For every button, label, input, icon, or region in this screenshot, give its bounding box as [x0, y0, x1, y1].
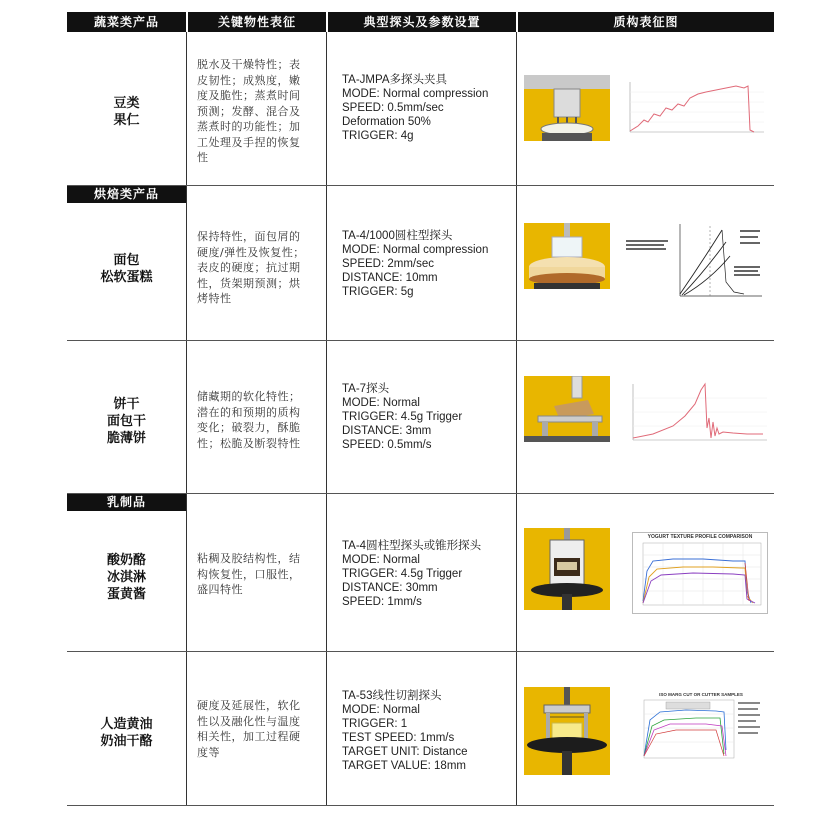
- chart-beans: [620, 76, 768, 140]
- property-line: 储藏期的软化特性；: [197, 390, 301, 403]
- product-line: 脆薄饼: [106, 431, 146, 446]
- chart-butter: [636, 690, 766, 764]
- product-line: 豆类: [113, 96, 140, 111]
- product-line: 面包干: [106, 414, 146, 429]
- param-line: MODE: Normal: [342, 704, 420, 716]
- property-line: 蒸煮时的功能性；加: [197, 120, 301, 133]
- param-line: SPEED: 0.5mm/sec: [342, 102, 444, 114]
- header-col-product: 蔬菜类产品: [67, 12, 186, 32]
- param-line: DISTANCE: 10mm: [342, 272, 438, 284]
- param-line: Deformation 50%: [342, 116, 431, 128]
- param-block: [342, 539, 512, 609]
- param-block: [342, 73, 512, 143]
- chart-yogurt-plot: [633, 541, 767, 613]
- chart-cake: [622, 222, 764, 302]
- property-line: 皮韧性；成熟度，嫩: [197, 73, 301, 87]
- chart-biscuit: [623, 378, 771, 446]
- product-name: [67, 95, 186, 129]
- param-block: [342, 229, 512, 299]
- param-line: SPEED: 1mm/s: [342, 596, 422, 608]
- product-line: 面包: [113, 253, 140, 268]
- chart-yogurt-title: YOGURT TEXTURE PROFILE COMPARISON: [647, 534, 753, 540]
- param-line: TRIGGER: 4.5g Trigger: [342, 411, 463, 423]
- column-divider: [326, 32, 327, 805]
- property-line: 硬度及延展性，软化: [197, 699, 301, 712]
- product-name: [67, 716, 186, 750]
- category-dairy: 乳制品: [67, 494, 186, 511]
- property-line: 工处理及手捏的恢复: [197, 135, 301, 149]
- property-text: [197, 389, 321, 451]
- probe-photo-biscuit: [524, 376, 610, 442]
- probe-photo-beans: [524, 75, 610, 141]
- row-divider: [67, 805, 774, 806]
- param-line: SPEED: 0.5mm/s: [342, 439, 432, 451]
- property-line: 硬度/弹性及恢复性；: [197, 245, 305, 259]
- param-line: TRIGGER: 4g: [342, 130, 414, 142]
- param-line: TRIGGER: 5g: [342, 286, 414, 298]
- probe-photo-cake: [524, 223, 610, 289]
- product-line: 蛋黄酱: [106, 587, 146, 602]
- header-col-params: 典型探头及参数设置: [328, 12, 516, 32]
- probe-photo-yogurt: [524, 528, 610, 610]
- property-text: [197, 551, 321, 598]
- property-line: 表皮的硬度；抗过期: [197, 261, 301, 274]
- product-line: 冰淇淋: [106, 570, 146, 585]
- column-divider: [186, 32, 187, 805]
- product-line: 人造黄油: [100, 717, 153, 732]
- column-divider: [516, 32, 517, 805]
- property-line: 烤特性: [197, 292, 232, 305]
- param-line: TARGET UNIT: Distance: [342, 746, 468, 758]
- property-line: 度等: [197, 745, 220, 759]
- property-line: 变化；破裂力，酥脆: [197, 421, 301, 434]
- param-line: DISTANCE: 3mm: [342, 425, 432, 437]
- row-divider: [67, 340, 774, 341]
- property-line: 脱水及干燥特性；表: [197, 58, 301, 71]
- product-name: [67, 252, 186, 286]
- param-line: TA-53线性切割探头: [342, 690, 442, 702]
- probe-photo-butter: [524, 687, 610, 775]
- property-line: 相关性，加工过程硬: [197, 730, 301, 743]
- param-line: MODE: Normal: [342, 554, 420, 566]
- property-line: 性；松脆及断裂特性: [197, 436, 301, 450]
- param-line: TRIGGER: 1: [342, 718, 408, 730]
- param-line: TA-4圆柱型探头或锥形探头: [342, 540, 482, 552]
- property-text: [197, 698, 321, 760]
- property-line: 预测；发酵、混合及: [197, 104, 301, 118]
- param-line: TA-JMPA多探头夹具: [342, 74, 447, 86]
- category-bakery: 烘焙类产品: [67, 186, 186, 203]
- property-line: 性: [197, 151, 209, 164]
- property-text: [197, 57, 321, 166]
- product-name: [67, 552, 186, 603]
- property-line: 度及脆性；蒸煮时间: [197, 89, 301, 102]
- param-line: TEST SPEED: 1mm/s: [342, 732, 455, 744]
- property-line: 潜在的和预期的质构: [197, 405, 301, 419]
- param-line: MODE: Normal compression: [342, 244, 489, 256]
- chart-butter-title: ISO MARG CUT OR CUTTER SAMPLES: [659, 692, 743, 697]
- param-line: TA-7探头: [342, 383, 390, 395]
- param-line: TA-4/1000圆柱型探头: [342, 230, 453, 242]
- param-line: TRIGGER: 4.5g Trigger: [342, 568, 463, 580]
- product-line: 松软蛋糕: [100, 270, 153, 285]
- product-line: 饼干: [113, 397, 140, 412]
- param-block: [342, 689, 512, 773]
- row-divider: [67, 651, 774, 652]
- header-col-properties: 关键物性表征: [188, 12, 326, 32]
- chart-yogurt: [632, 532, 768, 614]
- property-line: 粘稠及胶结构性，结: [197, 552, 301, 565]
- property-line: 性以及融化性与温度: [197, 714, 301, 728]
- param-line: MODE: Normal compression: [342, 88, 489, 100]
- param-line: SPEED: 2mm/sec: [342, 258, 435, 270]
- property-text: [197, 229, 321, 307]
- product-name: [67, 396, 186, 447]
- product-line: 果仁: [113, 113, 140, 128]
- param-block: [342, 382, 512, 452]
- product-line: 酸奶酪: [106, 553, 146, 568]
- property-line: 盛四特性: [197, 583, 243, 596]
- param-line: DISTANCE: 30mm: [342, 582, 438, 594]
- param-line: MODE: Normal: [342, 397, 420, 409]
- property-line: 性，货架期预测；烘: [197, 276, 301, 290]
- property-line: 保持特性，面包屑的: [197, 230, 301, 243]
- param-line: TARGET VALUE: 18mm: [342, 760, 466, 772]
- product-line: 奶油干酪: [100, 734, 153, 749]
- property-line: 构恢复性，口服性，: [197, 567, 301, 581]
- header-col-charts: 质构表征图: [518, 12, 774, 32]
